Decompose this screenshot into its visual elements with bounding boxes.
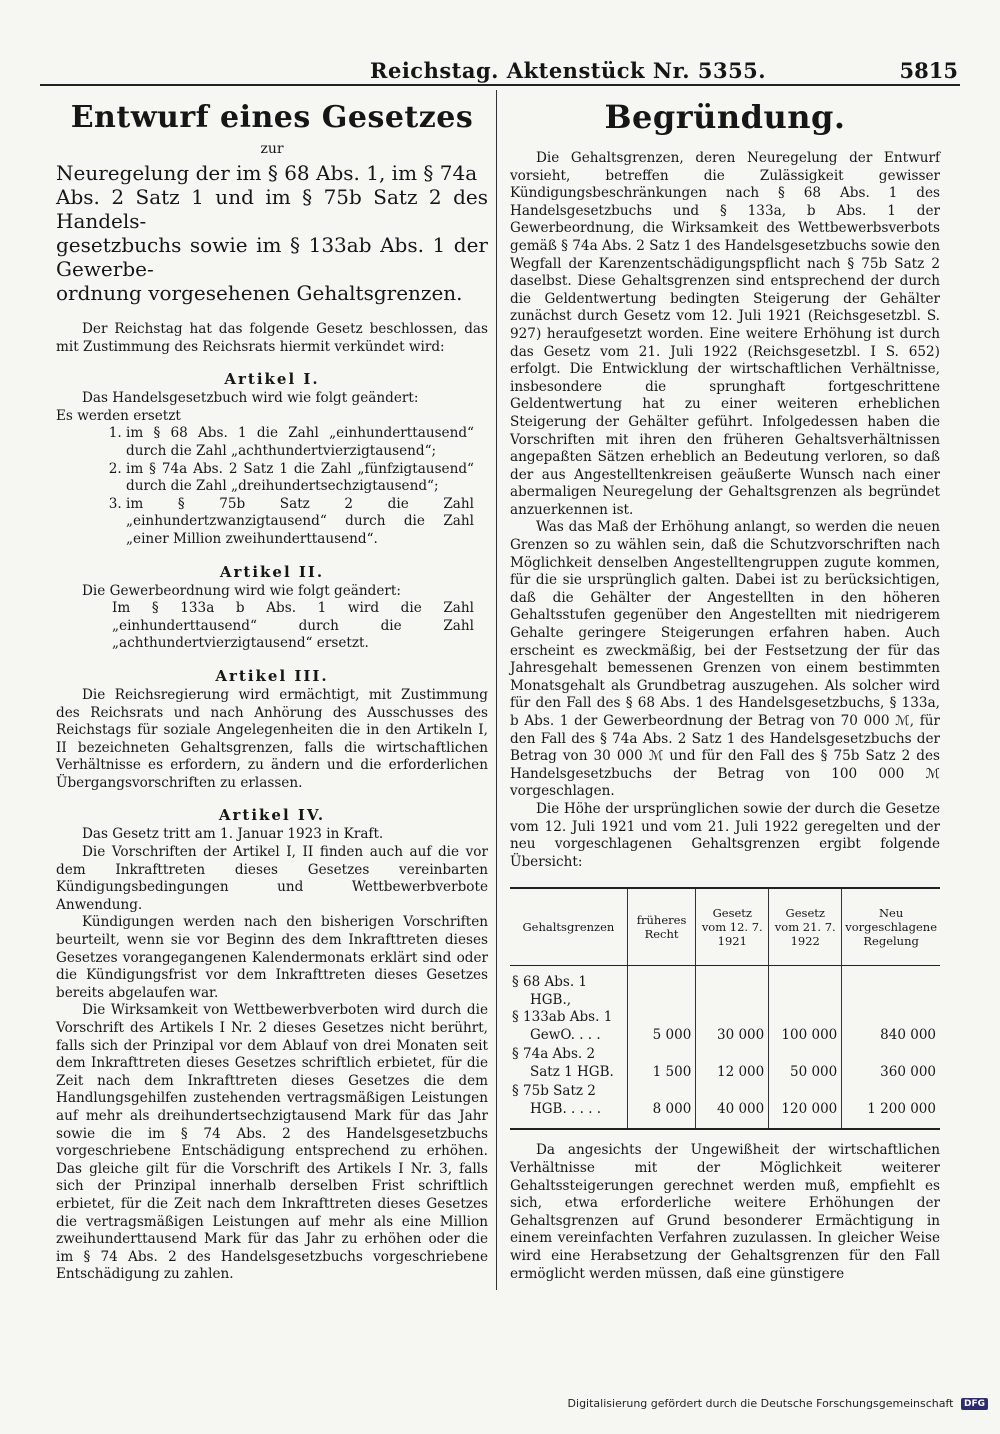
page-header xyxy=(40,58,960,86)
article-4-paragraph: Das Gesetz tritt am 1. Januar 1923 in Kraft. xyxy=(82,826,384,843)
row-label-line: Satz 1 HGB. xyxy=(530,1063,614,1080)
justification-title: Begründung. xyxy=(604,98,846,136)
right-column xyxy=(510,94,940,1283)
row-label xyxy=(510,1082,627,1129)
list-item: 3. im § 75b Satz 2 die Zahl „einhundertzwanzigtausend“ durch die Zahl „einer Million zweihunderttausend“. xyxy=(126,496,488,549)
draft-title: Entwurf eines Gesetzes xyxy=(70,100,474,135)
enacting-clause: Der Reichstag hat das folgende Gesetz beschlossen, das mit Zustimmung des Reichsrats hiermit verkündet wird: xyxy=(56,321,488,355)
row-label xyxy=(510,1045,627,1082)
article-2-intro: Die Gewerbeordnung wird wie folgt geändert: xyxy=(82,582,401,599)
article-4-paragraph: Die Vorschriften der Artikel I, II finden auch auf die vor dem Inkrafttreten dieses Gesetzes vereinbarten Kündigungsbedingungen und Wettbewerbverbote Anwendung. xyxy=(56,844,488,913)
table-row xyxy=(510,966,940,1046)
column-header: früheres Recht xyxy=(627,888,695,966)
table-cell: 840 000 xyxy=(842,966,940,1046)
article-4-heading: Artikel IV. xyxy=(218,806,326,825)
row-label-line: § 133ab Abs. 1 xyxy=(512,1009,613,1026)
row-label-line: HGB. . . . . xyxy=(530,1100,602,1117)
salary-limits-table xyxy=(510,887,940,1130)
left-column xyxy=(56,94,488,1284)
table-cell: 1 500 xyxy=(627,1045,695,1082)
subtitle-line: Neuregelung der im § 68 Abs. 1, im § 74a xyxy=(56,161,478,185)
table-cell: 5 000 xyxy=(627,966,695,1046)
row-label-line: GewO. . . . xyxy=(530,1026,601,1043)
draft-subtitle xyxy=(56,161,488,305)
column-header: Gesetz vom 21. 7. 1922 xyxy=(769,888,842,966)
table-cell: 1 200 000 xyxy=(842,1082,940,1129)
table-row xyxy=(510,1045,940,1082)
article-1-heading: Artikel I. xyxy=(224,370,320,389)
table-cell: 12 000 xyxy=(696,1045,769,1082)
dfg-logo: DFG xyxy=(961,1398,988,1410)
column-header: Neu vorgeschlagene Regelung xyxy=(842,888,940,966)
title-connector: zur xyxy=(260,141,284,157)
running-title: Reichstag. Aktenstück Nr. 5355. xyxy=(370,58,767,83)
table-header-row xyxy=(510,888,940,966)
article-2-text: Im § 133a b Abs. 1 wird die Zahl „einhunderttausend“ durch die Zahl „achthundertvierzigtausend“ ersetzt. xyxy=(112,600,474,652)
subtitle-line: ordnung vorgesehenen Gehaltsgrenzen. xyxy=(56,281,463,305)
row-label-line: § 75b Satz 2 xyxy=(512,1083,596,1100)
article-2-heading: Artikel II. xyxy=(219,562,325,581)
digitization-credit xyxy=(568,1397,988,1410)
row-label-line: § 74a Abs. 2 xyxy=(512,1046,596,1063)
page-number: 5815 xyxy=(899,58,958,83)
list-item: 1. im § 68 Abs. 1 die Zahl „einhunderttausend“ durch die Zahl „achthundertvierzigtausend“; xyxy=(126,425,488,460)
article-4-paragraph: Die Wirksamkeit von Wettbewerbverboten wird durch die Vorschrift des Artikels I Nr. 2 dieses Gesetzes nicht berührt, falls sich der Prinzipal vor dem Ablauf von drei Monaten seit dem Inkrafttreten dieses Gesetzes schriftlich erbietet, für die Zeit nach dem Inkrafttreten dieses Gesetzes die dem Handlungsgehilfen zustehenden vertragsmäßigen Leistungen auf mehr als dreihundertsechzigtausend Mark für das Jahr sowie die im § 74 Abs. 2 des Handelsgesetzbuchs vorgeschriebene Entschädigung entsprechend zu erhöhen. Das gleiche gilt für die Vorschrift des Artikels I Nr. 3, falls sich der Prinzipal innerhalb derselben Frist schriftlich erbietet, für die Zeit nach dem Inkrafttreten dieses Gesetzes die vertragsmäßigen Leistungen auf mehr als eine Million zweihunderttausend Mark für das Jahr zu erhöhen oder die im § 74 Abs. 2 des Handelsgesetzbuchs vorgeschriebene Entschädigung zu zahlen. xyxy=(56,1002,488,1283)
table-cell: 30 000 xyxy=(696,966,769,1046)
table-cell: 100 000 xyxy=(769,966,842,1046)
row-label-line: § 68 Abs. 1 xyxy=(512,974,588,991)
list-item: 2. im § 74a Abs. 2 Satz 1 die Zahl „fünfzigtausend“ durch die Zahl „dreihundertsechzigtausend“; xyxy=(126,461,488,496)
article-1-intro: Das Handelsgesetzbuch wird wie folgt geändert: xyxy=(82,390,419,407)
table-cell: 40 000 xyxy=(696,1082,769,1129)
column-header: Gesetz vom 12. 7. 1921 xyxy=(696,888,769,966)
justification-paragraph: Die Höhe der ursprünglichen sowie der durch die Gesetze vom 12. Juli 1921 und vom 21. Juli 1922 geregelten und der neu vorgeschlagenen Gehaltsgrenzen ergibt folgende Übersicht: xyxy=(510,800,940,870)
table-row xyxy=(510,1082,940,1129)
justification-paragraph: Die Gehaltsgrenzen, deren Neuregelung der Entwurf vorsieht, betreffen die Zulässigkeit gewisser Kündigungsbeschränkungen nach § 68 Abs. 1 des Handelsgesetzbuchs und § 133a, b Abs. 1 der Gewerbeordnung, die Wirksamkeit des Wettbewerbsverbots gemäß § 74a Abs. 2 Satz 1 des Handelsgesetzbuchs sowie den Wegfall der Karenzentschädigungspflicht nach § 75b Satz 2 daselbst. Diese Gehaltsgrenzen sind entsprechend der durch die Geldentwertung bedingten Steigerung der Gehälter zunächst durch Gesetz vom 12. Juli 1921 (Reichsgesetzbl. S. 927) heraufgesetzt worden. Eine weitere Erhöhung ist durch das Gesetz vom 21. Juli 1922 (Reichsgesetzbl. I S. 652) erfolgt. Die Entwicklung der wirtschaftlichen Verhältnisse, insbesondere die sprunghaft fortgeschrittene Geldentwertung hat zu einer weiteren erheblichen Steigerung der Gehälter geführt. Infolgedessen haben die Vorschriften mit ihren den früheren Gehaltsverhältnissen angepaßten Sätzen erheblich an Bedeutung verloren, so daß der aus Angestelltenkreisen geäußerte Wunsch nach einer abermaligen Neuregelung der Gehaltsgrenzen als begründet anzuerkennen ist. xyxy=(510,150,940,518)
subtitle-line: gesetzbuchs sowie im § 133ab Abs. 1 der Gewerbe- xyxy=(56,233,488,281)
table-cell: 120 000 xyxy=(769,1082,842,1129)
justification-paragraph: Da angesichts der Ungewißheit der wirtschaftlichen Verhältnisse mit der Möglichkeit weiterer Gehaltssteigerungen gerechnet werden muß, empfiehlt es sich, etwa erforderliche weitere Erhöhungen der Gehaltsgrenzen auf Grund besonderer Ermächtigung in einem vereinfachten Verfahren zuzulassen. In gleicher Weise wird eine Herabsetzung der Gehaltsgrenzen für den Fall ermöglicht werden müssen, daß eine günstigere xyxy=(510,1142,940,1282)
table-cell: 360 000 xyxy=(842,1045,940,1082)
column-header: Gehaltsgrenzen xyxy=(510,888,627,966)
justification-paragraph: Was das Maß der Erhöhung anlangt, so werden die neuen Grenzen so zu wählen sein, daß die Schutzvorschriften nach Möglichkeit denselben Angestelltengruppen zugute kommen, für die sie ursprünglich galten. Dabei ist zu berücksichtigen, daß die Gehälter der Angestellten in den höheren Gehaltsstufen gegenüber den Angestellten mit niedrigerem Gehalte geringere Steigerungen erfahren haben. Auch erscheint es zweckmäßig, bei der Festsetzung der für das Jahresgehalt bemessenen Grenzen von einem bestimmten Monatsgehalt als Grundbetrag auszugehen. Als solcher wird für den Fall des § 68 Abs. 1 des Handelsgesetzbuchs, § 133a, b Abs. 1 der Gewerbeordnung der Betrag von 70 000 ℳ, für den Fall des § 74a Abs. 2 Satz 1 des Handelsgesetzbuchs der Betrag von 30 000 ℳ und für den Fall des § 75b Satz 2 des Handelsgesetzbuchs der Betrag von 100 000 ℳ vorgeschlagen. xyxy=(510,519,940,800)
row-label xyxy=(510,966,627,1046)
table-cell: 50 000 xyxy=(769,1045,842,1082)
article-1-items xyxy=(56,425,488,548)
table-cell: 8 000 xyxy=(627,1082,695,1129)
article-1-intro-2: Es werden ersetzt xyxy=(56,407,181,424)
article-3-heading: Artikel III. xyxy=(215,666,329,685)
article-4-paragraph: Kündigungen werden nach den bisherigen Vorschriften beurteilt, wenn sie vor Beginn des dem Inkrafttreten dieses Gesetzes vorangegangenen Kalendermonats erklärt sind oder die Kündigungsfrist vor dem Inkrafttreten dieses Gesetzes bereits abgelaufen war. xyxy=(56,914,488,1001)
article-3-text: Die Reichsregierung wird ermächtigt, mit Zustimmung des Reichsrats und nach Anhörung des Ausschusses des Reichstags für soziale Angelegenheiten die in den Artikeln I, II bezeichneten Gehaltsgrenzen, falls die wirtschaftlichen Verhältnisse es erfordern, zu ändern und die erforderlichen Übergangsvorschriften zu erlassen. xyxy=(56,686,488,791)
credit-text: Digitalisierung gefördert durch die Deutsche Forschungsgemeinschaft xyxy=(567,1397,954,1410)
subtitle-line: Abs. 2 Satz 1 und im § 75b Satz 2 des Handels- xyxy=(56,185,488,233)
row-label-line: HGB., xyxy=(530,991,572,1008)
column-divider xyxy=(496,90,497,1290)
